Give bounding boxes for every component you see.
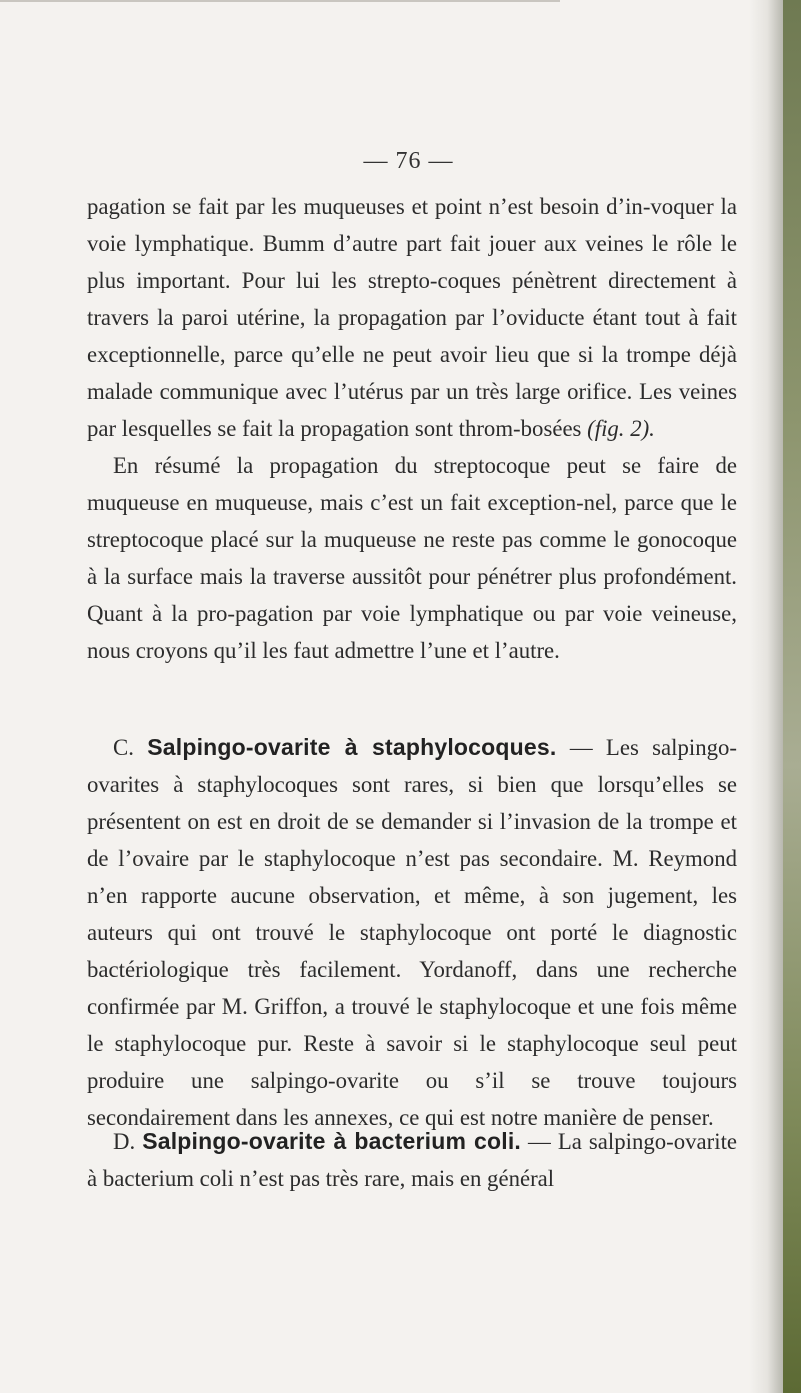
section-c-paragraph — [87, 729, 737, 1136]
section-d-paragraph — [87, 1123, 737, 1197]
section-d-text: — La salpingo-ovarite à bacterium coli n’est pas très rare, mais en général — [87, 1129, 738, 1191]
paragraph-1-text: pagation se fait par les muqueuses et point n’est besoin d’in-voquer la voie lymphatique. Bumm d’autre part fait jouer aux veines le rôle le plus important. Pour lui les strepto-coques pénètrent directement à travers la paroi utérine, la propagation par l’oviducte étant tout à fait exceptionnelle, parce qu’elle ne peut avoir lieu que si la trompe déjà malade communique avec l’utérus par un très large orifice. Les veines par lesquelles se fait la propagation sont throm-bosées — [87, 194, 737, 441]
paragraph-1 — [87, 188, 737, 447]
section-c-letter: C. — [113, 735, 134, 760]
section-d — [87, 1123, 737, 1197]
section-c-heading: Salpingo-ovarite à staphylocoques. — [147, 734, 557, 760]
page-number — [0, 148, 801, 175]
section-c-text: — Les salpingo-ovarites à staphylocoques sont rares, si bien que lorsqu’elles se présentent on est en droit de se demander si l’invasion de la trompe et de l’ovaire par le staphylocoque n’est pas secondaire. M. Reymond n’en rapporte aucune observation, et même, à son jugement, les auteurs qui ont trouvé le staphylocoque ont porté le diagnostic bactériologique très facilement. Yordanoff, dans une recherche confirmée par M. Griffon, a trouvé le staphylocoque et une fois même le staphylocoque pur. Reste à savoir si le staphylocoque seul peut produire une salpingo-ovarite ou s’il se trouve toujours secondairement dans les annexes, ce qui est notre manière de penser. — [87, 735, 737, 1130]
binding-edge — [783, 0, 801, 1393]
page-number-text: — 76 — — [363, 148, 454, 174]
section-c — [87, 729, 737, 1136]
section-d-heading: Salpingo-ovarite à bacterium coli. — [142, 1128, 522, 1154]
section-d-letter: D. — [113, 1129, 136, 1154]
text-block-streptococcus — [87, 188, 737, 669]
figure-reference: (fig. 2). — [587, 416, 655, 441]
top-edge-line — [0, 0, 560, 2]
paragraph-2: En résumé la propagation du streptocoque peut se faire de muqueuse en muqueuse, mais c’est un fait exception-nel, parce que le streptocoque placé sur la muqueuse ne reste pas comme le gonocoque à la surface mais la traverse aussitôt pour pénétrer plus profondément. Quant à la pro-pagation par voie lymphatique ou par voie veineuse, nous croyons qu’il les faut admettre l’une et l’autre. — [87, 453, 737, 663]
